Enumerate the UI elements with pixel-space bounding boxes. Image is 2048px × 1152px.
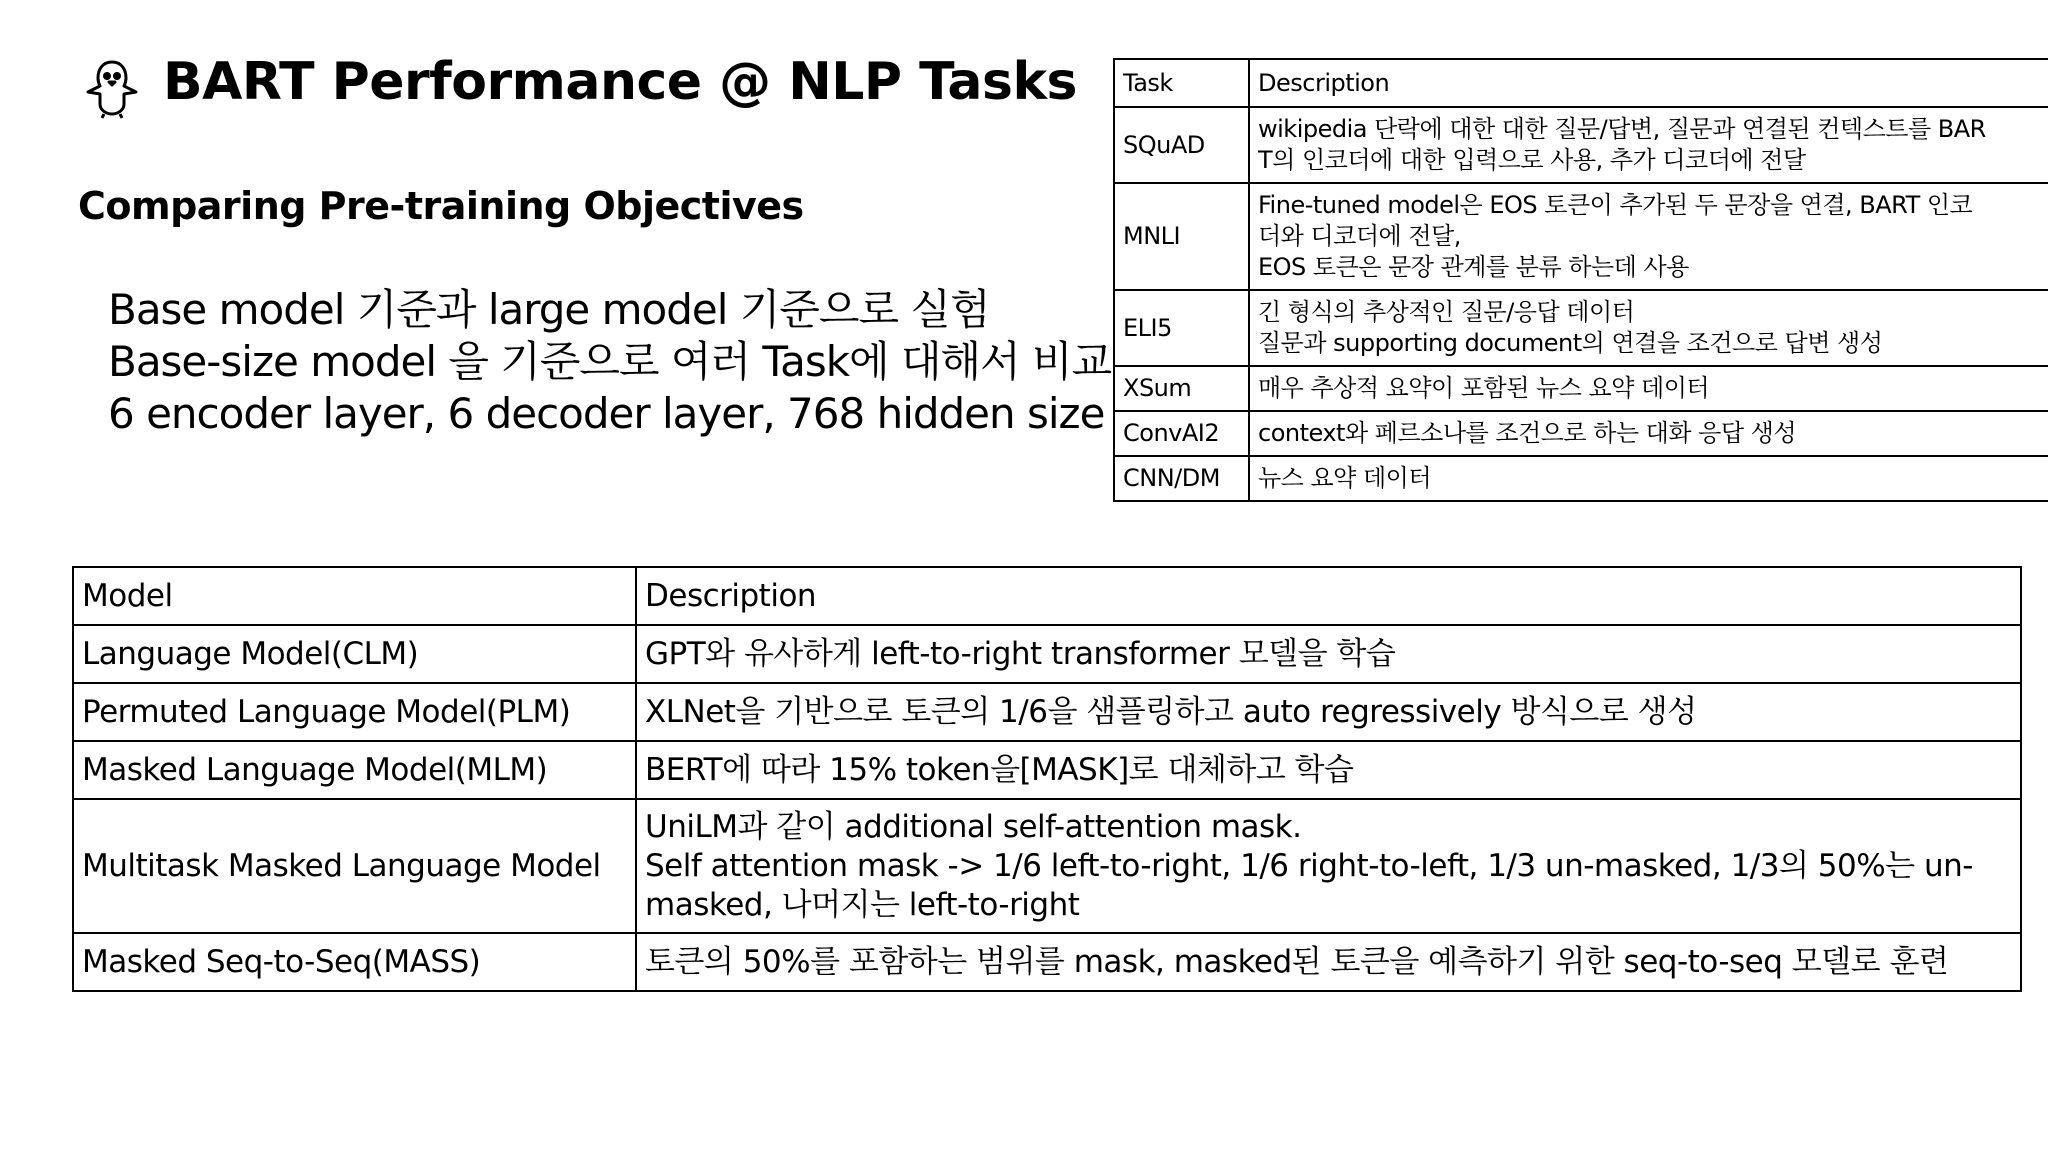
model-cell: Masked Seq-to-Seq(MASS) <box>73 933 636 991</box>
model-cell: Masked Language Model(MLM) <box>73 741 636 799</box>
table-row <box>1114 183 2048 290</box>
description-line: UniLM과 같이 additional self-attention mask. <box>645 808 1302 845</box>
table-row <box>1114 290 2048 366</box>
description-cell <box>1249 366 2048 411</box>
table-header-row <box>1114 59 2048 107</box>
description-cell <box>636 741 2021 799</box>
task-cell: ConvAI2 <box>1114 411 1249 456</box>
model-table <box>72 566 2022 992</box>
description-line: context와 페르소나를 조건으로 하는 대화 응답 생성 <box>1258 419 1797 447</box>
table-row <box>73 799 2021 933</box>
description-line: 긴 형식의 추상적인 질문/응답 데이터 <box>1258 298 1635 326</box>
description-line: T의 인코더에 대한 입력으로 사용, 추가 디코더에 전달 <box>1258 146 1806 174</box>
description-cell <box>1249 456 2048 501</box>
description-cell <box>636 799 2021 933</box>
table-row <box>73 625 2021 683</box>
bullet-item: Base-size model 을 기준으로 여러 Task에 대해서 비교 <box>108 337 1112 386</box>
header-cell: Description <box>636 567 2021 625</box>
table-row <box>1114 107 2048 183</box>
description-cell <box>1249 107 2048 183</box>
model-cell: Permuted Language Model(PLM) <box>73 683 636 741</box>
description-line: masked, 나머지는 left-to-right <box>645 886 1080 923</box>
description-line: GPT와 유사하게 left-to-right transformer 모델을 학습 <box>645 635 1396 672</box>
task-cell: SQuAD <box>1114 107 1249 183</box>
description-cell <box>1249 411 2048 456</box>
description-line: 더와 디코더에 전달, <box>1258 222 1461 250</box>
table-row <box>1114 366 2048 411</box>
header-cell: Model <box>73 567 636 625</box>
description-line: 토큰의 50%를 포함하는 범위를 mask, masked된 토큰을 예측하기 위한 seq-to-seq 모델로 훈련 <box>645 943 1949 980</box>
slide-subtitle: Comparing Pre-training Objectives <box>78 184 804 228</box>
task-cell: ELI5 <box>1114 290 1249 366</box>
description-cell <box>1249 183 2048 290</box>
model-cell: Multitask Masked Language Model <box>73 799 636 933</box>
description-line: BERT에 따라 15% token을[MASK]로 대체하고 학습 <box>645 751 1354 788</box>
table-row <box>73 683 2021 741</box>
table-row <box>73 741 2021 799</box>
description-line: 질문과 supporting document의 연결을 조건으로 답변 생성 <box>1258 329 1883 357</box>
description-line: Self attention mask -> 1/6 left-to-right, 1/6 right-to-left, 1/3 un-masked, 1/3의 50%는 un- <box>645 847 1973 884</box>
description-cell <box>636 683 2021 741</box>
task-table <box>1113 58 2048 502</box>
header-cell: Task <box>1114 59 1249 107</box>
slide-title: BART Performance @ NLP Tasks <box>163 52 1077 112</box>
table-header-row <box>73 567 2021 625</box>
description-cell <box>636 933 2021 991</box>
table-row <box>73 933 2021 991</box>
description-line: XLNet을 기반으로 토큰의 1/6을 샘플링하고 auto regressively 방식으로 생성 <box>645 693 1697 730</box>
description-line: 매우 추상적 요약이 포함된 뉴스 요약 데이터 <box>1258 374 1710 402</box>
header-cell: Description <box>1249 59 2048 107</box>
penguin-icon <box>80 56 144 120</box>
table-row <box>1114 411 2048 456</box>
description-line: EOS 토큰은 문장 관계를 분류 하는데 사용 <box>1258 253 1689 281</box>
description-line: 뉴스 요약 데이터 <box>1258 464 1432 492</box>
bullet-item: Base model 기준과 large model 기준으로 실험 <box>108 285 990 334</box>
description-cell <box>636 625 2021 683</box>
description-cell <box>1249 290 2048 366</box>
bullet-item: 6 encoder layer, 6 decoder layer, 768 hidden size <box>108 389 1105 438</box>
task-cell: XSum <box>1114 366 1249 411</box>
description-line: Fine-tuned model은 EOS 토큰이 추가된 두 문장을 연결, BART 인코 <box>1258 191 1973 219</box>
bullet-list <box>108 284 1111 440</box>
description-line: wikipedia 단락에 대한 대한 질문/답변, 질문과 연결된 컨텍스트를 BAR <box>1258 115 1986 143</box>
table-row <box>1114 456 2048 501</box>
task-cell: CNN/DM <box>1114 456 1249 501</box>
task-cell: MNLI <box>1114 183 1249 290</box>
model-cell: Language Model(CLM) <box>73 625 636 683</box>
